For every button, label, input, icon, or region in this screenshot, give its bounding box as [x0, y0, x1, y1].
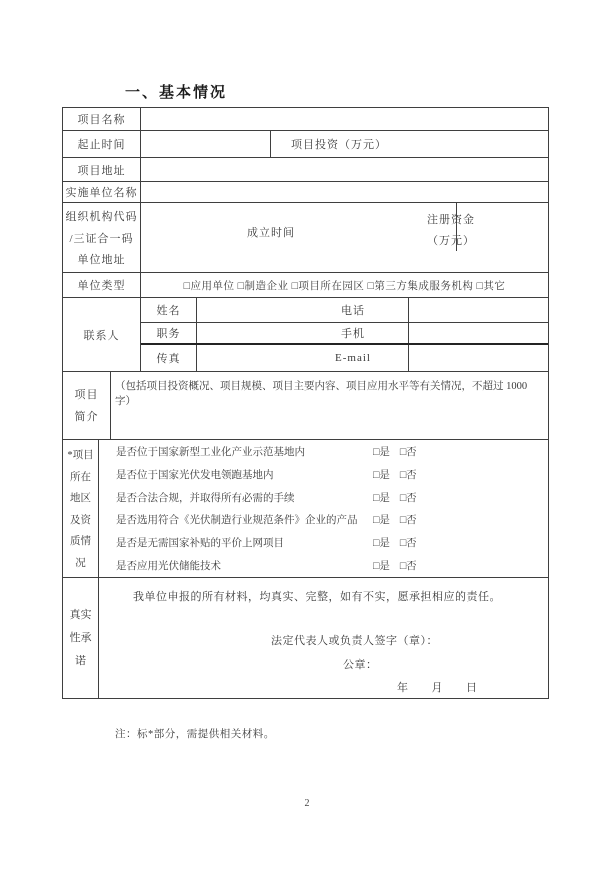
row-org-info: [63, 203, 548, 273]
project-brief-hint: （包括项目投资概况、项目规模、项目主要内容、项目应用水平等有关情况，不超过 1000 字）: [115, 381, 528, 407]
no-checkbox[interactable]: □否: [399, 492, 417, 504]
row-project-brief: [63, 372, 548, 440]
contact-fax-mid: [197, 345, 409, 371]
question-row-legal: [99, 486, 548, 509]
duration-input[interactable]: [141, 131, 271, 157]
contact-email-input[interactable]: [409, 345, 548, 371]
project-name-input[interactable]: [141, 108, 548, 130]
contact-phone-label: 电话: [341, 305, 365, 317]
qualification-label-line6: 况: [75, 557, 86, 569]
row-contact: [63, 298, 548, 372]
investment-cell[interactable]: [271, 131, 548, 157]
qualification-label-line5: 质情: [70, 536, 91, 548]
question-row-demo-base: [99, 440, 548, 463]
question-row-grid-parity: [99, 531, 548, 554]
capital-cell-divider: [456, 203, 457, 251]
duration-label: 起止时间: [63, 131, 141, 157]
no-checkbox[interactable]: □否: [399, 561, 417, 573]
unit-address-label: 单位地址: [77, 253, 126, 266]
row-qualification: [63, 440, 548, 578]
no-checkbox[interactable]: □否: [399, 446, 417, 458]
question-text: 是否选用符合《光伏制造行业规范条件》企业的产品: [116, 515, 358, 527]
question-options: [373, 444, 417, 459]
commitment-label: [63, 578, 99, 698]
org-info-area[interactable]: [141, 203, 548, 272]
project-brief-label-line2: 简介: [74, 410, 99, 423]
contact-position-label: 职务: [141, 323, 197, 343]
project-address-label: 项目地址: [63, 158, 141, 181]
no-checkbox[interactable]: □否: [399, 538, 417, 550]
investment-label: 项目投资（万元）: [291, 139, 387, 151]
question-row-storage-tech: [99, 554, 548, 577]
question-options: [373, 558, 417, 573]
contact-fax-label: 传真: [141, 345, 197, 371]
page-title: 一、基本情况: [125, 84, 228, 101]
signature-line[interactable]: 法定代表人或负责人签字（章）：: [271, 635, 438, 647]
founded-date-label: 成立时间: [247, 227, 295, 239]
question-text: 是否是无需国家补贴的平价上网项目: [116, 538, 284, 550]
contact-email-label: E-mail: [335, 352, 371, 364]
qualification-questions: [99, 440, 548, 577]
row-commitment: [63, 578, 548, 698]
commitment-statement: 我单位申报的所有材料，均真实、完整，如有不实，愿承担相应的责任。: [133, 591, 501, 603]
project-brief-label-line1: 项目: [74, 388, 99, 401]
contact-name-mid: [197, 298, 409, 322]
org-code-label-line2: /三证合一码: [69, 232, 134, 245]
commitment-content: [99, 578, 548, 698]
contact-name-label: 姓名: [141, 298, 197, 322]
commitment-label-line3: 诺: [75, 654, 86, 667]
org-code-label: [63, 203, 141, 272]
contact-row-fax: [141, 345, 548, 371]
unit-name-input[interactable]: [141, 182, 548, 202]
no-checkbox[interactable]: □否: [399, 515, 417, 527]
row-project-address: [63, 158, 548, 182]
project-name-label: 项目名称: [63, 108, 141, 130]
unit-type-options[interactable]: □应用单位 □制造企业 □项目所在园区 □第三方集成服务机构 □其它: [183, 280, 506, 292]
question-text: 是否位于国家新型工业化产业示范基地内: [116, 446, 305, 458]
project-brief-label: [63, 372, 111, 439]
registered-capital-label: [396, 210, 506, 252]
contact-position-input[interactable]: [197, 323, 298, 343]
unit-name-label: 实施单位名称: [63, 182, 141, 202]
contact-row-name: [141, 298, 548, 323]
question-options: [373, 535, 417, 550]
question-row-pv-base: [99, 463, 548, 486]
unit-type-label: 单位类型: [63, 273, 141, 297]
registered-capital-label-line1: 注册资金: [427, 214, 475, 226]
yes-checkbox[interactable]: □是: [373, 538, 390, 550]
row-duration: [63, 131, 548, 158]
seal-line[interactable]: 公章：: [343, 659, 378, 671]
yes-checkbox[interactable]: □是: [373, 469, 390, 481]
commitment-label-line1: 真实: [69, 608, 92, 621]
yes-checkbox[interactable]: □是: [373, 515, 390, 527]
qualification-label-line1: *项目: [67, 450, 94, 462]
date-line[interactable]: 年 月 日: [397, 682, 478, 694]
qualification-label-line3: 地区: [70, 493, 91, 505]
qualification-label-line4: 及资: [70, 514, 91, 526]
yes-checkbox[interactable]: □是: [373, 446, 390, 458]
yes-checkbox[interactable]: □是: [373, 492, 390, 504]
yes-checkbox[interactable]: □是: [373, 561, 390, 573]
question-text: 是否位于国家光伏发电领跑基地内: [116, 469, 274, 481]
registered-capital-label-line2: （万元）: [427, 235, 475, 247]
question-text: 是否合法合规，并取得所有必需的手续: [116, 492, 295, 504]
row-unit-type: [63, 273, 548, 298]
question-options: [373, 490, 417, 505]
org-code-label-line1: 组织机构代码: [65, 211, 138, 224]
commitment-label-line2: 性承: [69, 631, 92, 644]
basic-info-table: [62, 107, 549, 699]
qualification-label: [63, 440, 99, 577]
page-number: 2: [304, 798, 310, 809]
no-checkbox[interactable]: □否: [399, 469, 417, 481]
question-options: [373, 512, 417, 527]
row-unit-name: [63, 182, 548, 203]
question-options: [373, 467, 417, 482]
project-address-input[interactable]: [141, 158, 548, 181]
contact-row-position: [141, 323, 548, 345]
qualification-label-line2: 所在: [70, 471, 91, 483]
contact-name-input[interactable]: [197, 298, 298, 322]
row-project-name: [63, 108, 548, 131]
contact-mobile-input[interactable]: [409, 323, 548, 343]
contact-mobile-label: 手机: [341, 328, 365, 340]
contact-fax-input[interactable]: [197, 345, 298, 371]
contact-label: 联系人: [63, 298, 141, 371]
project-brief-input[interactable]: [111, 372, 548, 439]
contact-phone-input[interactable]: [409, 298, 548, 322]
question-text: 是否应用光伏储能技术: [116, 561, 221, 573]
contact-position-mid: [197, 323, 409, 343]
footnote: 注：标*部分，需提供相关材料。: [115, 729, 275, 740]
contact-grid: [141, 298, 548, 371]
question-row-standard-product: [99, 508, 548, 531]
